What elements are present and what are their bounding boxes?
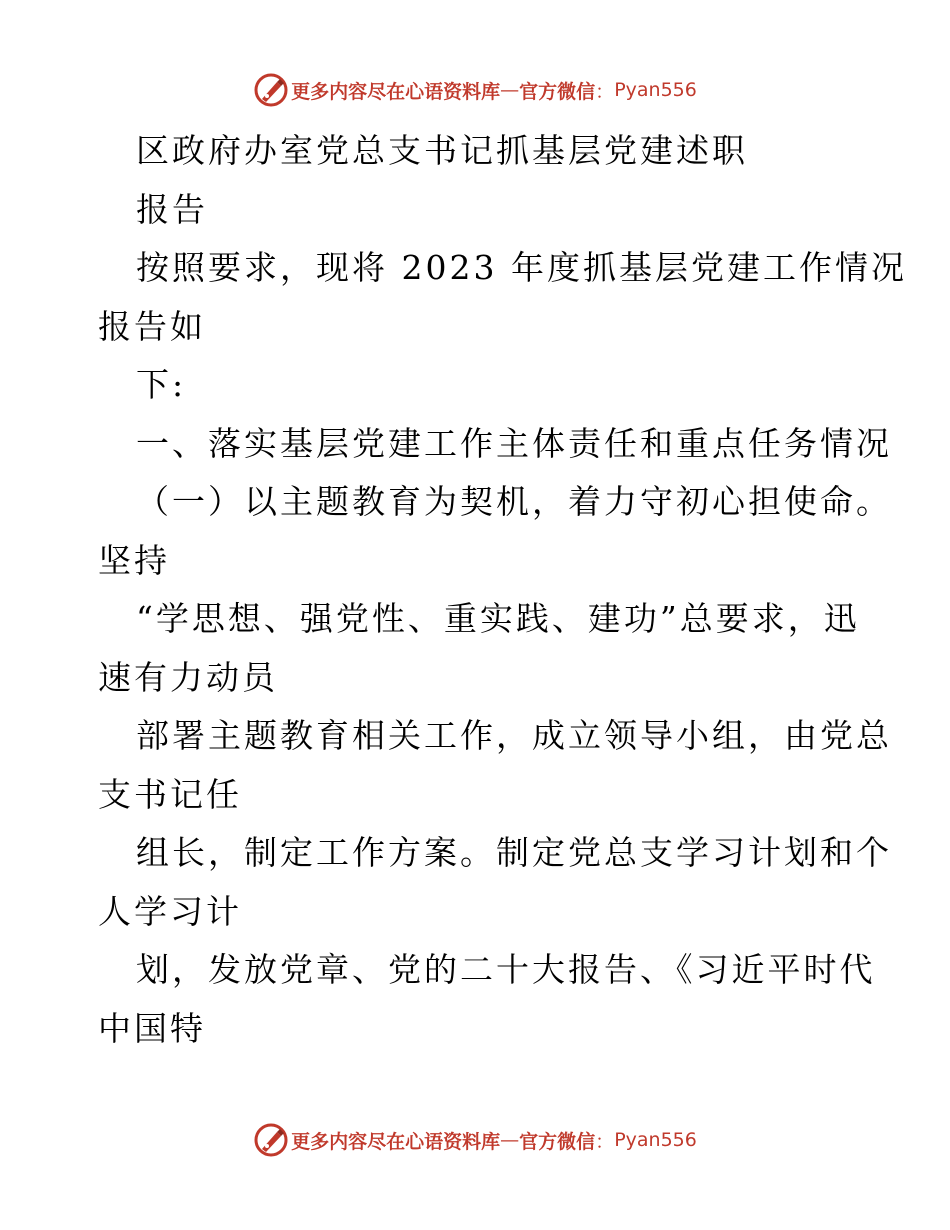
paragraph-line: 按照要求，现将 2023 年度抓基层党建工作情况 — [136, 248, 907, 287]
paragraph-line: 划，发放党章、党的二十大报告、《习近平时代 — [136, 950, 876, 989]
banner-official-label: 官方微信 — [519, 1130, 596, 1153]
banner-wechat-id: Pyan556 — [614, 79, 697, 101]
paragraph-line: 组长，制定工作方案。制定党总支学习计划和个 — [136, 833, 892, 872]
banner-wechat-id: Pyan556 — [614, 1129, 697, 1151]
paragraph-line: “学思想、强党性、重实践、建功”总要求，迅 — [136, 599, 860, 638]
paragraph-line: 报告如 — [98, 306, 206, 346]
paragraph-line: 速有力动员 — [98, 657, 278, 697]
section-heading: 一、落实基层党建工作主体责任和重点任务情况 — [136, 423, 892, 463]
banner-dash: — — [500, 79, 520, 101]
paragraph-line: 中国特 — [98, 1008, 206, 1048]
document-body — [98, 122, 907, 1058]
paragraph-line: 部署主题教育相关工作，成立领导小组，由党总 — [136, 716, 892, 755]
paragraph-line: 下: — [136, 365, 187, 404]
banner-official-label: 官方微信 — [519, 80, 596, 103]
document-title-line-1: 区政府办室党总支书记抓基层党建述职 — [136, 131, 748, 170]
document-title-line-2: 报告 — [136, 189, 208, 229]
header-watermark-banner — [0, 70, 950, 110]
footer-watermark-banner — [0, 1120, 950, 1160]
banner-colon: ： — [595, 1130, 615, 1153]
subsection-heading: （一）以主题教育为契机，着力守初心担使命。 — [136, 482, 892, 521]
banner-colon: ： — [595, 80, 615, 103]
paragraph-line: 支书记任 — [98, 774, 242, 814]
banner-dash: — — [500, 1129, 520, 1151]
banner-brand-text: 更多内容尽在心语资料库 — [291, 1130, 501, 1153]
paragraph-line: 人学习计 — [98, 891, 242, 931]
pen-logo-icon — [253, 1122, 289, 1158]
pen-logo-icon — [253, 72, 289, 108]
paragraph-line: 坚持 — [98, 540, 170, 580]
banner-brand-text: 更多内容尽在心语资料库 — [291, 80, 501, 103]
